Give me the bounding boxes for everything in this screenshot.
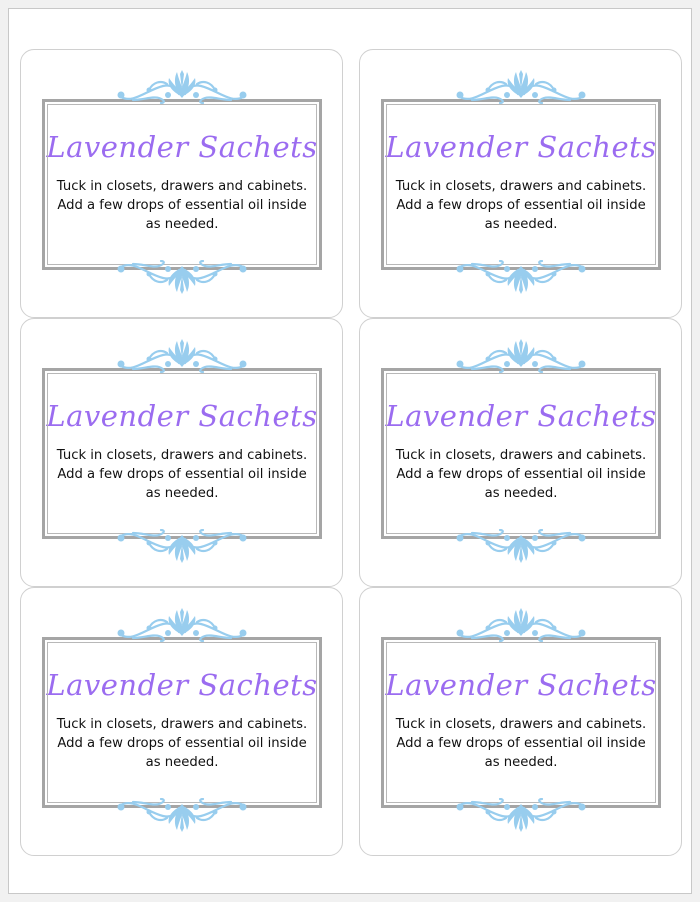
label-card[interactable] xyxy=(359,49,682,318)
label-body-text: Tuck in closets, drawers and cabinets. Add a few drops of essential oil inside as needed. xyxy=(56,179,308,232)
label-title: Lavender Sachets xyxy=(46,668,318,702)
label-sheet-page xyxy=(8,8,692,894)
label-frame xyxy=(42,99,322,270)
label-body-text: Tuck in closets, drawers and cabinets. Add a few drops of essential oil inside as needed. xyxy=(395,717,647,770)
label-title: Lavender Sachets xyxy=(385,668,657,702)
flourish-ornament-icon xyxy=(113,339,251,373)
label-card[interactable] xyxy=(20,49,343,318)
flourish-ornament-icon xyxy=(452,70,590,104)
label-frame xyxy=(42,637,322,808)
flourish-ornament-icon xyxy=(113,70,251,104)
label-body-text: Tuck in closets, drawers and cabinets. Add a few drops of essential oil inside as needed. xyxy=(56,448,308,501)
flourish-ornament-icon xyxy=(452,260,590,294)
label-card[interactable] xyxy=(20,318,343,587)
label-frame xyxy=(381,368,661,539)
flourish-ornament-icon xyxy=(452,608,590,642)
label-title: Lavender Sachets xyxy=(385,399,657,433)
label-card[interactable] xyxy=(359,318,682,587)
label-card[interactable] xyxy=(359,587,682,856)
flourish-ornament-icon xyxy=(113,529,251,563)
flourish-ornament-icon xyxy=(113,608,251,642)
label-frame xyxy=(42,368,322,539)
label-body-text: Tuck in closets, drawers and cabinets. Add a few drops of essential oil inside as needed. xyxy=(395,448,647,501)
label-title: Lavender Sachets xyxy=(46,130,318,164)
label-frame xyxy=(381,637,661,808)
flourish-ornament-icon xyxy=(452,529,590,563)
label-frame xyxy=(381,99,661,270)
label-body-text: Tuck in closets, drawers and cabinets. Add a few drops of essential oil inside as needed. xyxy=(56,717,308,770)
label-title: Lavender Sachets xyxy=(46,399,318,433)
flourish-ornament-icon xyxy=(113,260,251,294)
flourish-ornament-icon xyxy=(452,339,590,373)
label-body-text: Tuck in closets, drawers and cabinets. Add a few drops of essential oil inside as needed. xyxy=(395,179,647,232)
flourish-ornament-icon xyxy=(113,798,251,832)
label-card[interactable] xyxy=(20,587,343,856)
label-title: Lavender Sachets xyxy=(385,130,657,164)
flourish-ornament-icon xyxy=(452,798,590,832)
